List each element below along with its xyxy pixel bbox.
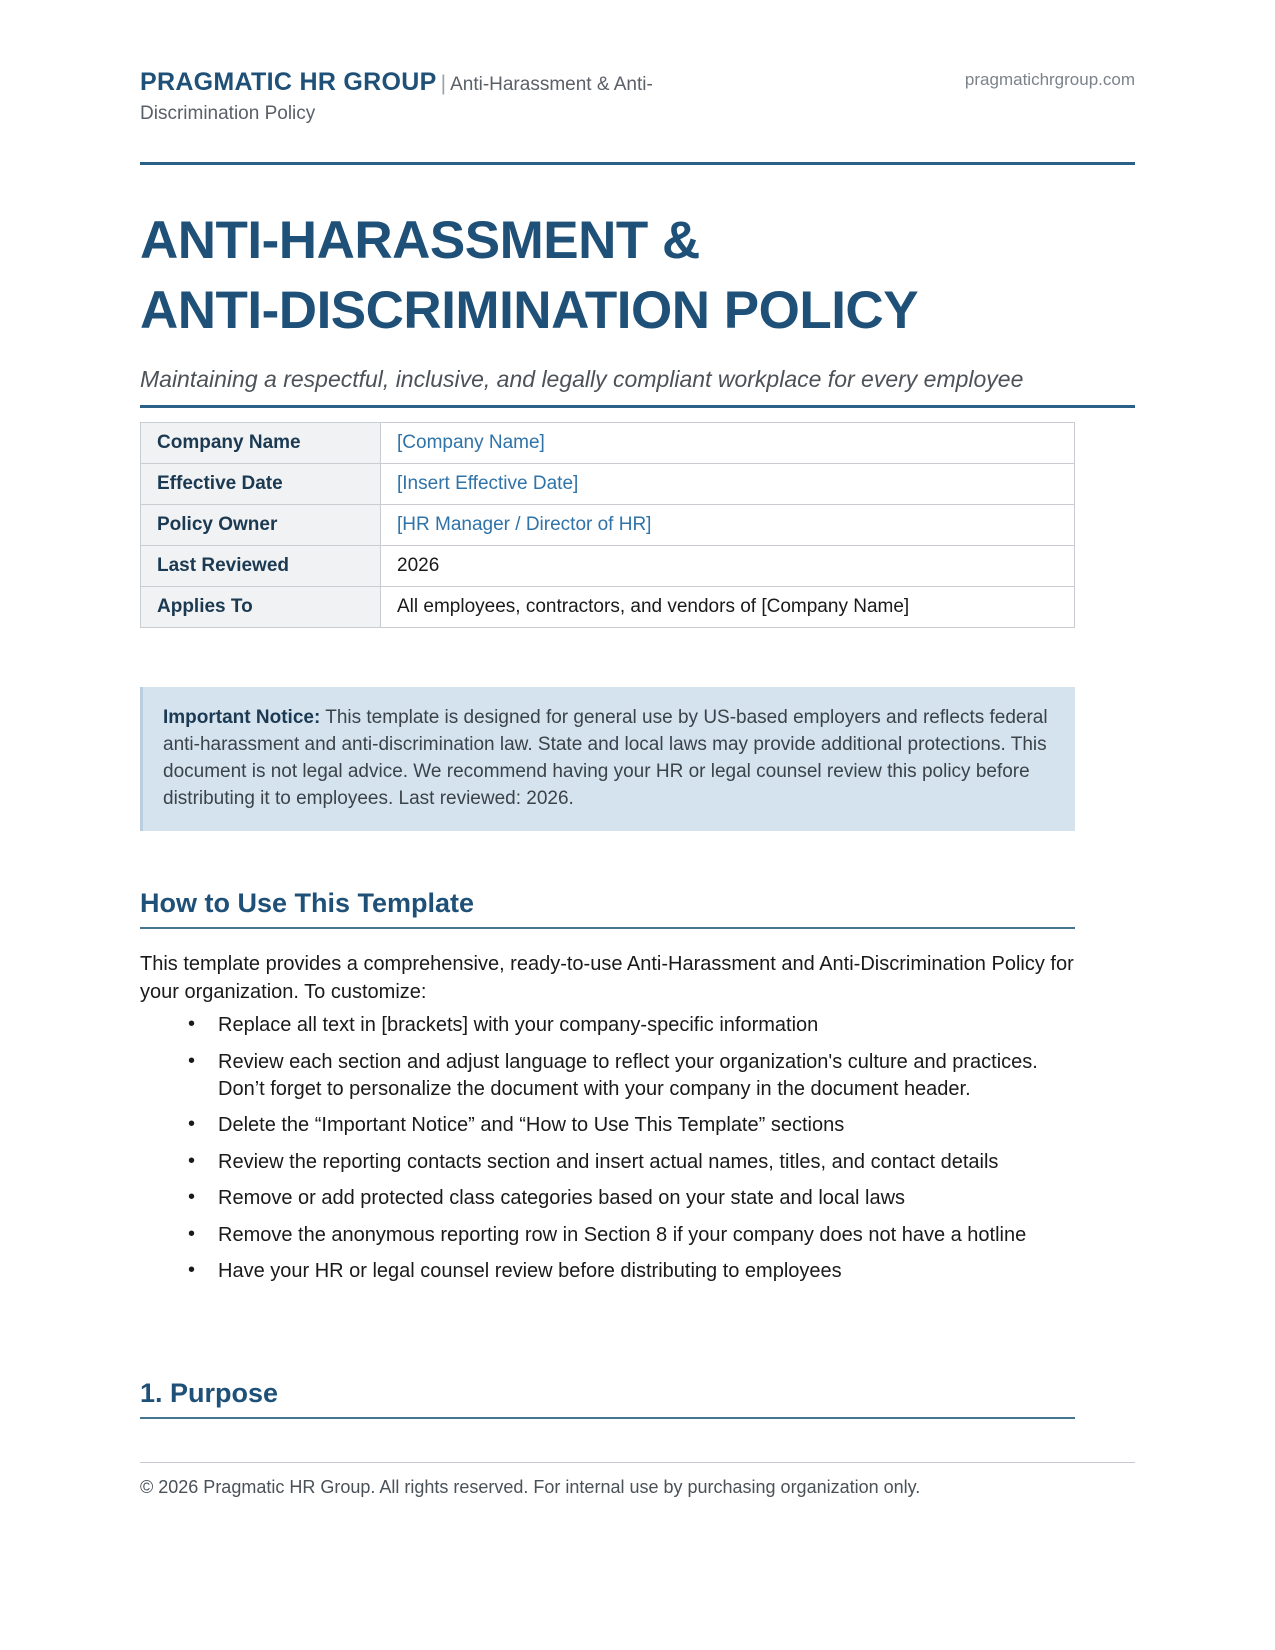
section-heading-rule [140,1417,1075,1419]
metadata-value[interactable]: All employees, contractors, and vendors of [Company Name] [381,587,1075,628]
document-footer: © 2026 Pragmatic HR Group. All rights reserved. For internal use by purchasing organization only. [140,1477,921,1497]
section-purpose [140,1378,1075,1419]
metadata-key: Applies To [141,587,381,628]
table-row [141,464,1075,505]
how-to-use-bullet-list [140,1012,1075,1285]
metadata-value[interactable]: [Insert Effective Date] [381,464,1075,505]
table-row [141,546,1075,587]
header-divider-rule [140,162,1135,165]
list-item: • Remove the anonymous reporting row in Section 8 if your company does not have a hotline [188,1222,1075,1249]
metadata-key: Last Reviewed [141,546,381,587]
section-heading-purpose: 1. Purpose [140,1378,279,1408]
important-notice-callout [140,687,1075,831]
metadata-table-body [141,423,1075,628]
title-block [140,206,1135,408]
table-row [141,587,1075,628]
section-heading-how-to-use: How to Use This Template [140,888,475,918]
how-to-use-intro: This template provides a comprehensive, ready-to-use Anti-Harassment and Anti-Discrimination Policy for your organization. To customize: [140,953,1074,1003]
important-notice-label: Important Notice: [163,707,321,728]
metadata-key: Company Name [141,423,381,464]
header-brand-block [140,64,760,128]
page-title-line-2: ANTI-DISCRIMINATION POLICY [140,280,919,340]
footer-divider-rule [140,1462,1135,1463]
important-notice-text: This template is designed for general use by US-based employers and reflects federal anti-harassment and anti-discrimination law. State and local laws may provide additional protections. This document is not legal advice. We recommend having your HR or legal counsel review this policy before distributing it to employees. Last reviewed: 2026. [163,707,1048,810]
header-website: pragmatichrgroup.com [964,70,1135,89]
page-title [140,206,1135,346]
list-item: • Remove or add protected class categories based on your state and local laws [188,1185,1075,1212]
list-item: • Replace all text in [brackets] with your company-specific information [188,1012,1075,1039]
metadata-key: Policy Owner [141,505,381,546]
document-header [140,64,1135,160]
header-document-title: Anti-Harassment & Anti-Discrimination Policy [140,74,653,125]
metadata-value[interactable]: 2026 [381,546,1075,587]
title-divider-rule [140,405,1135,408]
table-row [141,423,1075,464]
header-separator: | [440,72,447,95]
metadata-value[interactable]: [HR Manager / Director of HR] [381,505,1075,546]
list-item: • Delete the “Important Notice” and “How to Use This Template” sections [188,1112,1075,1139]
table-row [141,505,1075,546]
metadata-value[interactable]: [Company Name] [381,423,1075,464]
brand-name: PRAGMATIC HR GROUP [140,68,437,96]
page-title-line-1: ANTI-HARASSMENT & [140,211,700,270]
list-item: • Review each section and adjust language to reflect your organization's culture and practices. Don’t forget to personalize the document with your company in the document header. [188,1049,1075,1104]
list-item: • Have your HR or legal counsel review before distributing to employees [188,1258,1075,1285]
list-item: • Review the reporting contacts section and insert actual names, titles, and contact details [188,1149,1075,1176]
page-subtitle: Maintaining a respectful, inclusive, and legally compliant workplace for every employee [140,365,1024,392]
section-how-to-use [140,888,1075,1294]
metadata-key: Effective Date [141,464,381,505]
section-heading-rule [140,927,1075,929]
policy-metadata-table [140,422,1075,628]
